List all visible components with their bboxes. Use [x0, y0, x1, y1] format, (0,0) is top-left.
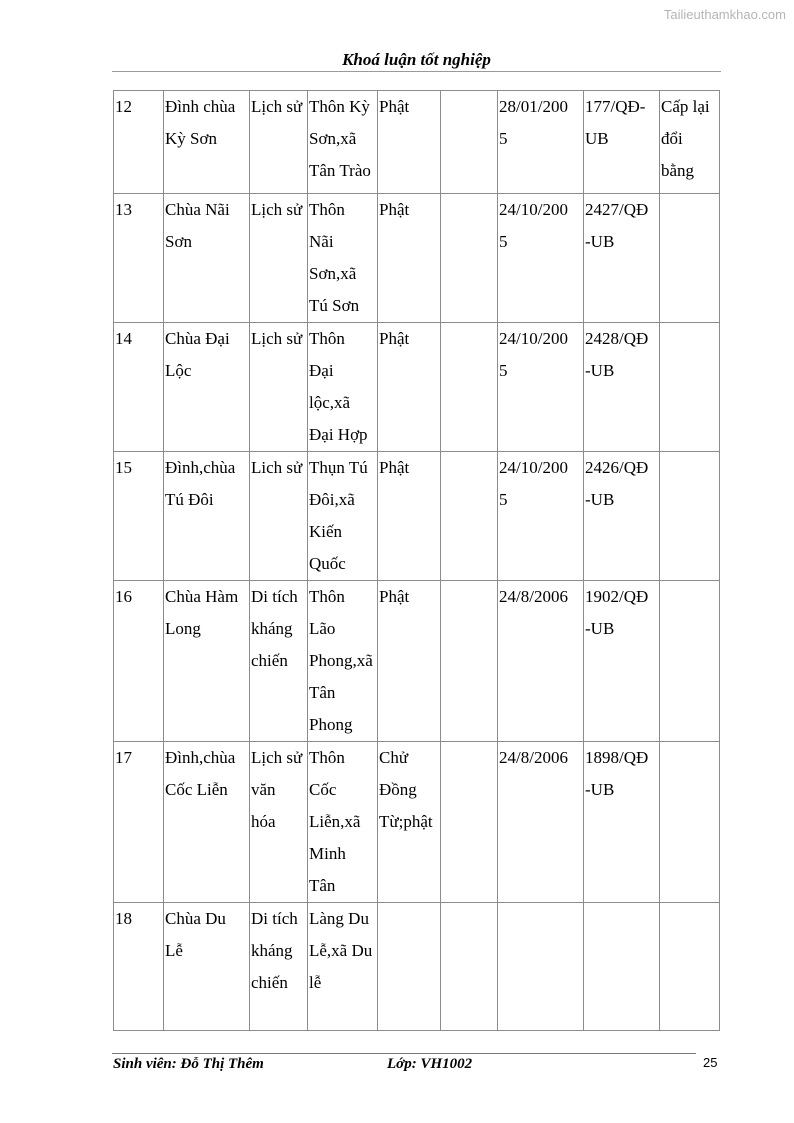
table-cell: Phật [378, 194, 441, 323]
table-cell [498, 903, 584, 1031]
page-header-title: Khoá luận tốt nghiệp [342, 50, 491, 69]
table-row [114, 194, 720, 323]
table-cell: Lich sử [250, 452, 308, 581]
table-cell [660, 581, 720, 742]
footer-divider [112, 1053, 696, 1054]
table-cell: 16 [114, 581, 164, 742]
table-cell: Thôn Lão Phong,xã Tân Phong [308, 581, 378, 742]
table-row [114, 91, 720, 194]
table-cell [378, 903, 441, 1031]
table-cell: Chử Đồng Từ;phật [378, 742, 441, 903]
table-cell: Di tích kháng chiến [250, 581, 308, 742]
table-cell: Chùa Hàm Long [164, 581, 250, 742]
table-cell: Thôn Cốc Liễn,xã Minh Tân [308, 742, 378, 903]
table-cell: Chùa Nãi Sơn [164, 194, 250, 323]
table-cell: Cấp lại đổi bằng [660, 91, 720, 194]
page-number: 25 [703, 1055, 718, 1070]
table-cell: Lịch sử [250, 323, 308, 452]
table-cell [441, 903, 498, 1031]
table-row [114, 581, 720, 742]
table-cell: Thôn Đại lộc,xã Đại Hợp [308, 323, 378, 452]
table-row [114, 903, 720, 1031]
table-cell [441, 91, 498, 194]
table-cell: Lịch sử [250, 91, 308, 194]
table-cell: 177/QĐ- UB [584, 91, 660, 194]
header-divider [112, 71, 721, 72]
table-cell: 17 [114, 742, 164, 903]
table-row [114, 323, 720, 452]
table-cell [441, 323, 498, 452]
heritage-table [113, 90, 720, 1031]
table-cell: 24/8/2006 [498, 742, 584, 903]
table-cell: 24/10/200 5 [498, 194, 584, 323]
table-cell: Di tích kháng chiến [250, 903, 308, 1031]
table-cell: 1902/QĐ -UB [584, 581, 660, 742]
table-cell: Thôn Kỳ Sơn,xã Tân Trào [308, 91, 378, 194]
table-row [114, 742, 720, 903]
table-cell: 24/10/200 5 [498, 323, 584, 452]
table-cell: 15 [114, 452, 164, 581]
table-cell: Phật [378, 581, 441, 742]
table-cell: Lịch sử văn hóa [250, 742, 308, 903]
table-cell: Đình,chùa Tú Đôi [164, 452, 250, 581]
table-cell: 24/8/2006 [498, 581, 584, 742]
table-cell [584, 903, 660, 1031]
footer-student-name: Sinh viên: Đỗ Thị Thêm [113, 1056, 264, 1072]
footer-class-code: Lớp: VH1002 [387, 1056, 473, 1072]
table-cell [441, 742, 498, 903]
table-cell: Chùa Đại Lộc [164, 323, 250, 452]
table-cell: 14 [114, 323, 164, 452]
watermark: Tailieuthamkhao.com [663, 7, 786, 22]
table-cell [660, 194, 720, 323]
table-cell [441, 452, 498, 581]
table-cell: 1898/QĐ -UB [584, 742, 660, 903]
table-cell: Phật [378, 323, 441, 452]
table-cell: 2428/QĐ -UB [584, 323, 660, 452]
table-cell: 2426/QĐ -UB [584, 452, 660, 581]
table-cell: Chùa Du Lễ [164, 903, 250, 1031]
table-cell: Làng Du Lễ,xã Du lễ [308, 903, 378, 1031]
table-cell: 18 [114, 903, 164, 1031]
table-cell: Đình chùa Kỳ Sơn [164, 91, 250, 194]
table-cell [660, 452, 720, 581]
table-cell [660, 323, 720, 452]
table-cell [441, 581, 498, 742]
table-cell: Thụn Tú Đôi,xã Kiến Quốc [308, 452, 378, 581]
table-cell: 12 [114, 91, 164, 194]
table-cell: Thôn Nãi Sơn,xã Tú Sơn [308, 194, 378, 323]
table-cell: 2427/QĐ -UB [584, 194, 660, 323]
table-cell: Phật [378, 91, 441, 194]
table-cell [660, 903, 720, 1031]
table-cell: 28/01/200 5 [498, 91, 584, 194]
table-cell [441, 194, 498, 323]
table-cell: 13 [114, 194, 164, 323]
table-row [114, 452, 720, 581]
table-cell: 24/10/200 5 [498, 452, 584, 581]
table-cell: Phật [378, 452, 441, 581]
table-cell [660, 742, 720, 903]
table-cell: Đình,chùa Cốc Liễn [164, 742, 250, 903]
table-cell: Lịch sử [250, 194, 308, 323]
